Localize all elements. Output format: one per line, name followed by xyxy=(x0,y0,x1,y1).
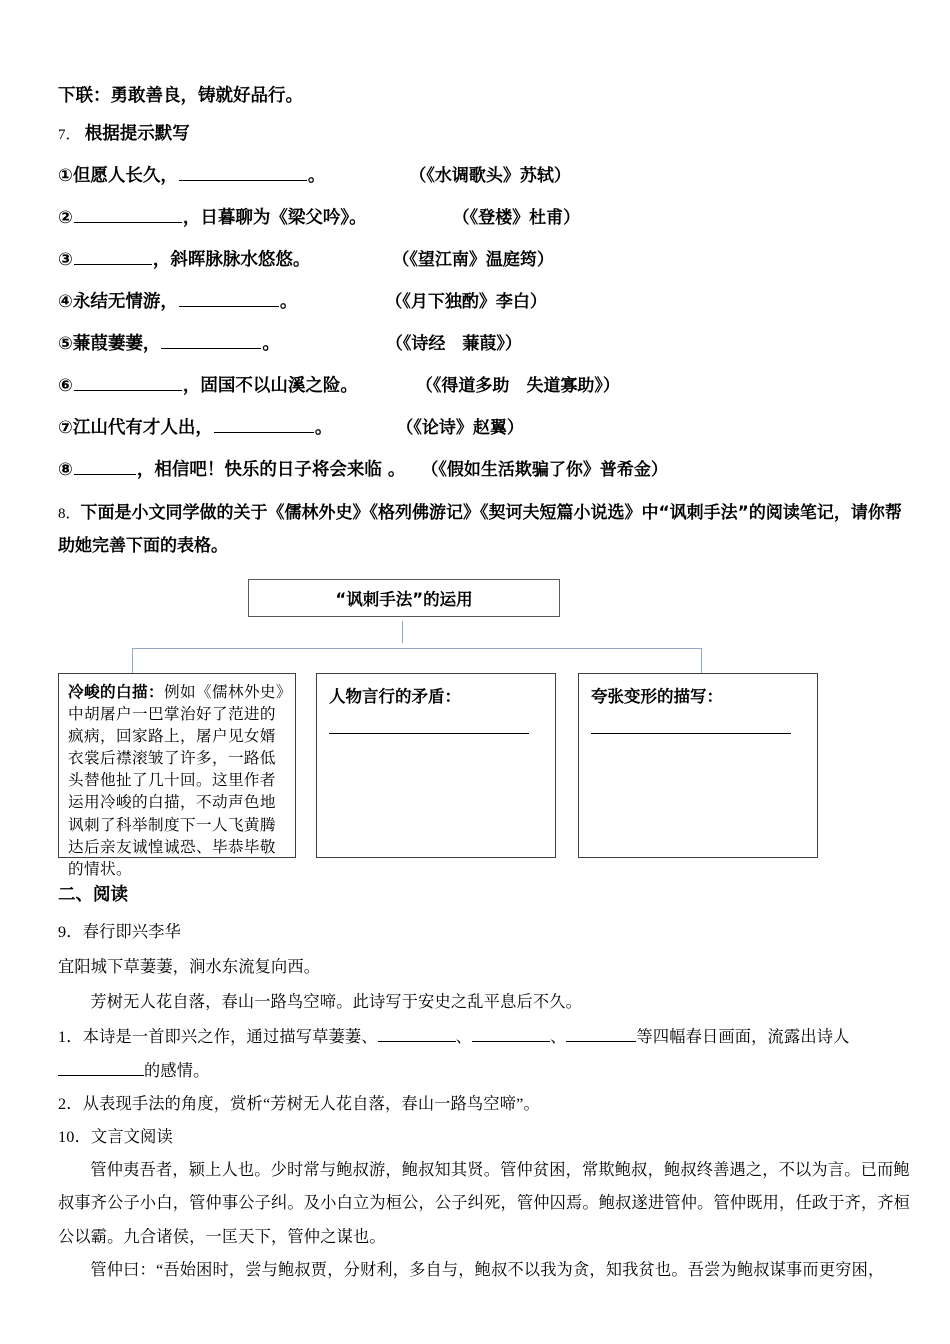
item-marker: ⑦ xyxy=(58,417,73,438)
box-heading: 夸张变形的描写： xyxy=(591,686,723,706)
section-2-heading: 二、阅读 xyxy=(58,884,128,905)
item-citation: （《得道多助 失道寡助》） xyxy=(415,375,620,396)
item-marker: ⑤ xyxy=(58,333,73,354)
question-9-sub-2 xyxy=(58,1088,918,1121)
question-10-heading xyxy=(58,1121,918,1154)
box-heading: 冷峻的白描： xyxy=(68,682,164,701)
item-marker: ① xyxy=(58,165,73,186)
question-10-title: 文言文阅读 xyxy=(90,1128,173,1146)
answer-blank[interactable] xyxy=(74,373,182,391)
fill-stem xyxy=(58,246,310,271)
fill-row xyxy=(58,245,918,271)
question-9-number: 9． xyxy=(58,922,83,941)
item-citation: （《诗经 蒹葭》） xyxy=(385,333,522,354)
poem-line-1: 宜阳城下草萋萋，涧水东流复向西。 xyxy=(58,957,321,976)
sub-question-text-e: 的感情。 xyxy=(144,1061,210,1080)
question-10-number: 10． xyxy=(58,1128,91,1146)
page-content xyxy=(58,88,918,1287)
question-9-title: 春行即兴李华 xyxy=(82,922,182,941)
item-citation: （《登楼》杜甫） xyxy=(452,207,581,228)
box-heading: 人物言行的矛盾： xyxy=(329,686,461,706)
fill-stem xyxy=(58,330,280,355)
item-after-text: ，日暮聊为《梁父吟》。 xyxy=(182,207,367,228)
sub-question-text: 从表现手法的角度，赏析“芳树无人花自落，春山一路鸟空啼”。 xyxy=(82,1094,540,1113)
item-after-text: 。 xyxy=(279,291,298,312)
fill-stem xyxy=(58,456,405,481)
question-7-title: 根据提示默写 xyxy=(84,123,190,144)
sub-question-number: 1． xyxy=(58,1028,83,1047)
fill-row xyxy=(58,161,918,187)
item-marker: ② xyxy=(58,207,73,228)
sub-question-sep-1: 、 xyxy=(455,1028,473,1047)
diagram-title-text: “讽刺手法”的运用 xyxy=(335,589,473,609)
item-citation: （《望江南》温庭筠） xyxy=(392,249,554,270)
item-before-text: 江山代有才人出， xyxy=(72,417,213,438)
answer-blank[interactable] xyxy=(378,1027,456,1043)
question-9-heading xyxy=(58,916,918,949)
item-before-text: 但愿人长久， xyxy=(72,165,178,186)
item-after-text: ，相信吧！快乐的日子将会来临 。 xyxy=(136,459,406,480)
fill-row xyxy=(58,329,918,355)
fill-row xyxy=(58,371,918,397)
item-after-text: 。 xyxy=(307,165,326,186)
sub-question-text-a: 本诗是一首即兴之作，通过描写草萋萋、 xyxy=(82,1028,378,1047)
item-citation: （《论诗》赵翼） xyxy=(396,417,524,438)
question-8-number: 8． xyxy=(58,505,81,522)
item-marker: ④ xyxy=(58,291,73,312)
diagram-box-row xyxy=(58,673,918,878)
couplet-line: 下联：勇敢善良，铸就好品行。 xyxy=(58,86,303,106)
fill-stem xyxy=(58,372,358,397)
sub-question-sep-2: 、 xyxy=(550,1028,567,1047)
item-after-text: ，固国不以山溪之险。 xyxy=(182,375,358,396)
classical-passage-1: 管仲夷吾者，颍上人也。少时常与鲍叔游，鲍叔知其贤。管仲贫困，常欺鲍叔，鲍叔终善遇之，不以为言。已而鲍叔事齐公子小白，管仲事公子纠。及小白立为桓公，公子纠死，管仲囚焉。鲍叔遂进管仲。管仲既用，任政于齐，齐桓公以霸。九合诸侯，一匡天下，管仲之谋也。 xyxy=(58,1161,911,1246)
fill-row xyxy=(58,455,918,481)
item-before-text: 蒹葭萋萋， xyxy=(72,333,161,354)
question-8 xyxy=(58,497,918,563)
item-after-text: 。 xyxy=(314,417,333,438)
answer-blank[interactable] xyxy=(214,415,314,433)
diagram-stem-connector xyxy=(402,621,403,643)
item-citation: （《月下独酌》李白） xyxy=(385,291,547,312)
answer-blank[interactable] xyxy=(472,1027,550,1043)
box-body: 例如《儒林外史》中胡屠户一巴掌治好了范进的疯病，回家路上，屠户见女婿衣裳后襟滚皱了许多，一路低头替他扯了几十回。这里作者运用冷峻的白描，不动声色地讽刺了科举制度下一人飞黄腾达后亲友诚惶诚恐、毕恭毕敬的情状。 xyxy=(68,683,285,878)
answer-blank[interactable] xyxy=(58,1060,144,1076)
diagram-box-exaggeration xyxy=(578,673,818,858)
answer-blank[interactable] xyxy=(179,289,279,307)
item-marker: ③ xyxy=(58,249,73,270)
poem-line-2: 芳树无人花自落，春山一路鸟空啼。此诗写于安史之乱平息后不久。 xyxy=(90,993,583,1012)
question-8-text: 下面是小文同学做的关于《儒林外史》《格列佛游记》《契诃夫短篇小说选》中“讽刺手法”的阅读笔记，请你帮助她完善下面的表格。 xyxy=(58,502,902,556)
fill-stem xyxy=(58,288,297,313)
answer-blank[interactable] xyxy=(179,163,307,181)
item-after-text: 。 xyxy=(262,333,280,354)
question-7-heading xyxy=(58,120,918,145)
answer-blank[interactable] xyxy=(566,1027,636,1043)
answer-blank[interactable] xyxy=(74,457,136,475)
sub-question-number: 2． xyxy=(58,1094,83,1113)
fill-row xyxy=(58,287,918,313)
fill-stem xyxy=(58,414,332,439)
fill-stem xyxy=(58,204,367,229)
classical-passage-2: 管仲曰：“吾始困时，尝与鲍叔贾，分财利，多自与，鲍叔不以我为贪，知我贫也。吾尝为鲍叔谋事而更穷困， xyxy=(90,1260,885,1279)
fill-row xyxy=(58,203,918,229)
item-before-text: 永结无情游， xyxy=(72,291,178,312)
answer-blank[interactable] xyxy=(74,247,152,265)
diagram-bracket-connector xyxy=(132,648,702,674)
satire-diagram xyxy=(58,573,918,878)
item-citation: （《水调歌头》苏轼） xyxy=(409,165,571,186)
item-marker: ⑥ xyxy=(58,375,73,396)
answer-blank[interactable] xyxy=(591,733,791,734)
diagram-title-box xyxy=(248,579,560,617)
fill-row xyxy=(58,413,918,439)
question-7-number: 7． xyxy=(58,126,81,143)
diagram-box-character-contradiction xyxy=(316,673,556,858)
answer-blank[interactable] xyxy=(329,733,529,734)
answer-blank[interactable] xyxy=(161,331,261,349)
answer-blank[interactable] xyxy=(74,205,182,223)
item-marker: ⑧ xyxy=(58,459,73,480)
diagram-box-cold-description xyxy=(58,673,296,878)
fill-stem xyxy=(58,162,325,187)
sub-question-text-d: 等四幅春日画面，流露出诗人 xyxy=(636,1028,850,1047)
item-citation: （《假如生活欺骗了你》普希金） xyxy=(421,459,668,480)
question-9-sub-1 xyxy=(58,1021,918,1087)
item-after-text: ，斜晖脉脉水悠悠。 xyxy=(152,249,311,270)
